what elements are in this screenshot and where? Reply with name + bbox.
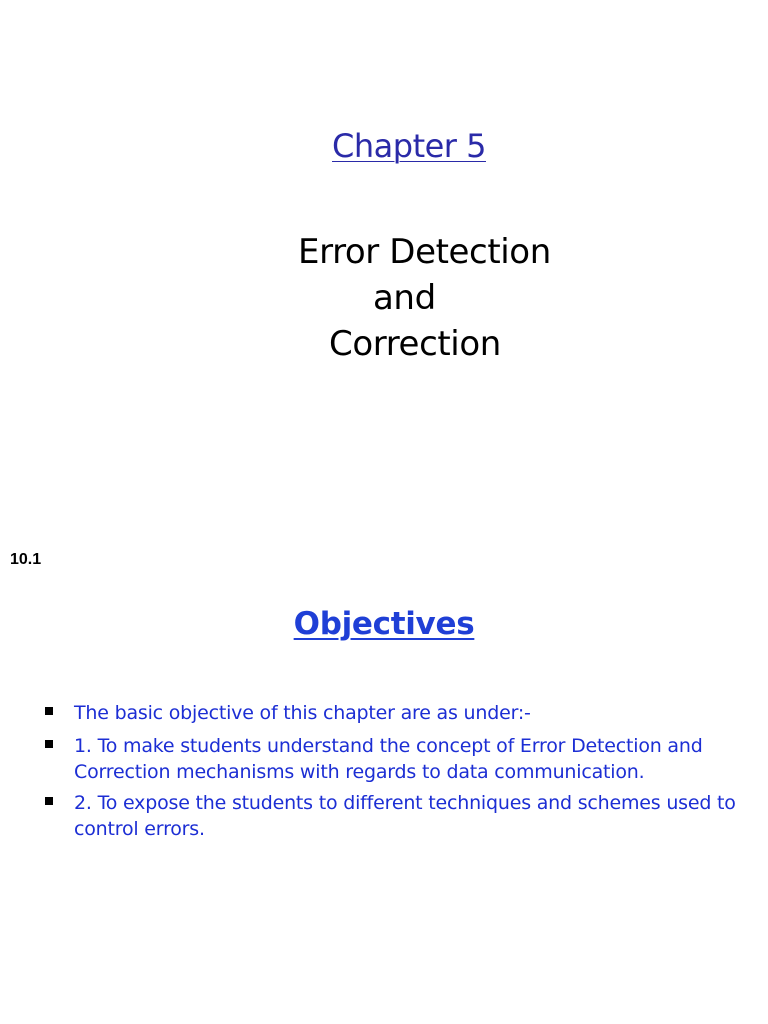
chapter-title[interactable]: Chapter 5 bbox=[332, 127, 486, 165]
bullet-square-icon bbox=[45, 740, 53, 748]
list-item-text: 2. To expose the students to different techniques and schemes used to control errors. bbox=[74, 792, 736, 840]
bullet-square-icon bbox=[45, 707, 53, 715]
slide-title-line-2: and bbox=[373, 278, 436, 318]
list-item-text: The basic objective of this chapter are as under:- bbox=[74, 702, 531, 724]
slide-title-line-1: Error Detection bbox=[298, 232, 551, 272]
bullet-square-icon bbox=[45, 797, 53, 805]
slide-number: 10.1 bbox=[10, 551, 42, 568]
list-item-text: 1. To make students understand the concept of Error Detection and Correction mechanisms with regards to data communication. bbox=[74, 735, 703, 783]
objectives-heading: Objectives bbox=[293, 606, 475, 642]
slide-title-line-3: Correction bbox=[329, 324, 501, 364]
